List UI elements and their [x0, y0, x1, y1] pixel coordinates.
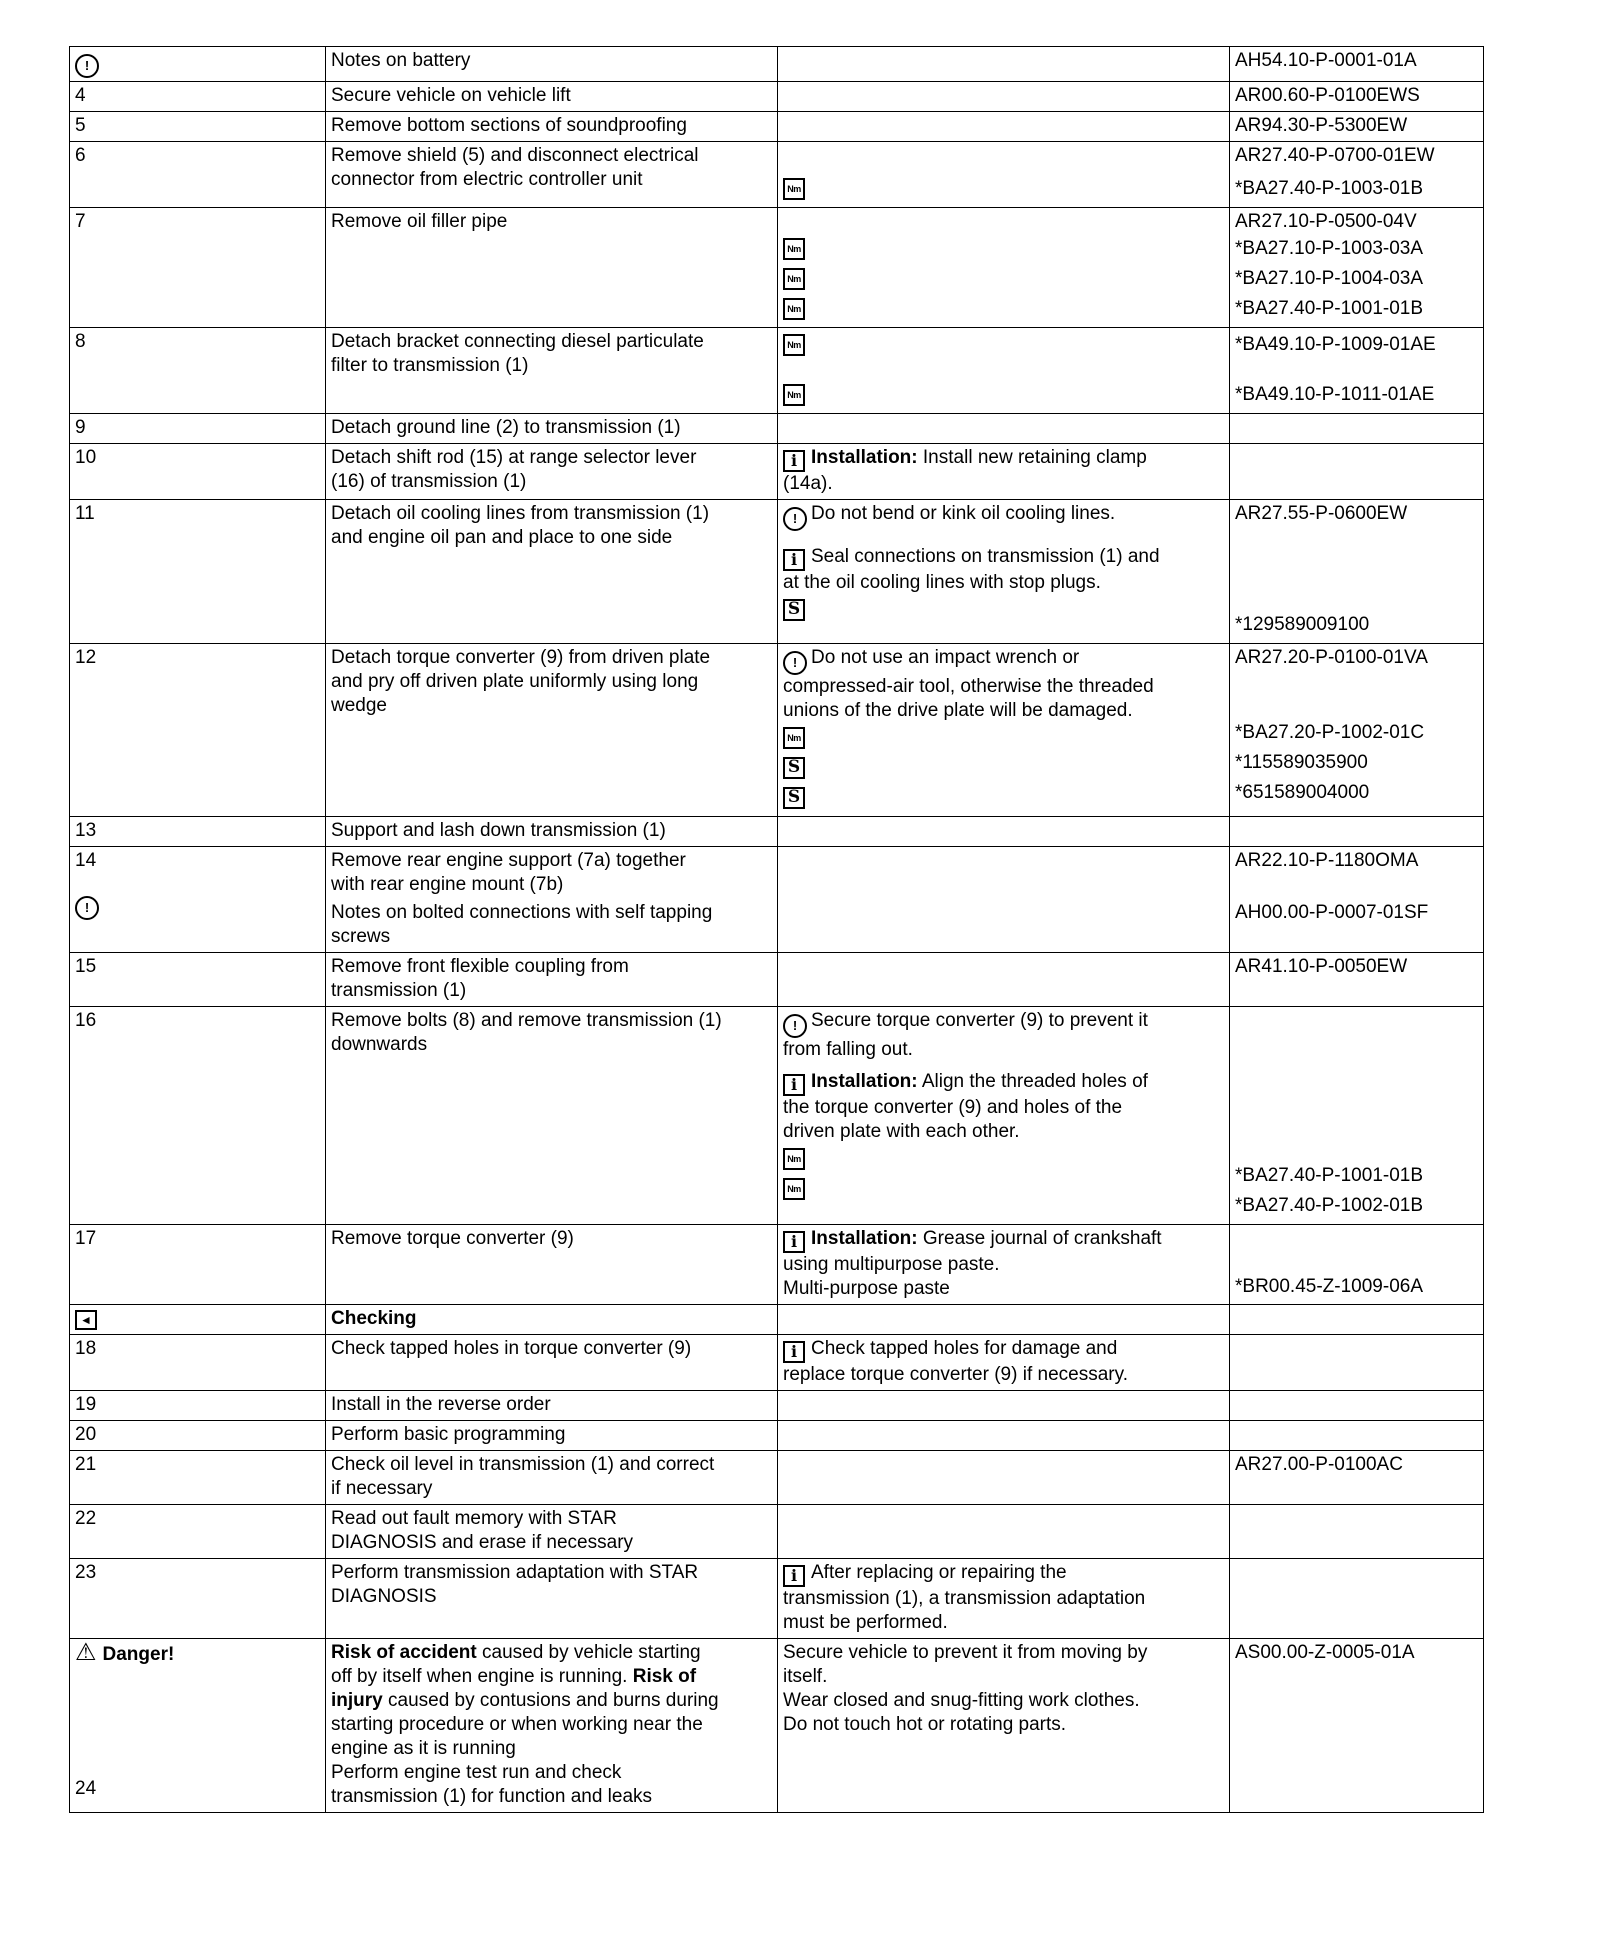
step-number: 5 [70, 112, 326, 142]
note-cell [778, 644, 1230, 817]
table-row [70, 1391, 1484, 1421]
note-cell [778, 1391, 1230, 1421]
note-cell [778, 1421, 1230, 1451]
action-text: DIAGNOSIS and erase if necessary [331, 1532, 634, 1553]
action-cell [326, 817, 778, 847]
note-text: from falling out. [783, 1039, 913, 1060]
action-text: Remove oil filler pipe [331, 211, 508, 232]
doc-ref-link[interactable]: AR27.55-P-0600EW [1235, 503, 1408, 524]
ref-cell [1230, 1225, 1484, 1305]
doc-ref-link[interactable]: *BA27.20-P-1002-01C [1235, 722, 1425, 743]
step-number: 19 [70, 1391, 326, 1421]
table-row [70, 847, 1484, 953]
action-text: Perform basic programming [331, 1424, 566, 1445]
notes-icon: ! [783, 507, 807, 531]
ref-cell [1230, 328, 1484, 414]
note-text: unions of the drive plate will be damaged. [783, 700, 1133, 721]
ref-cell [1230, 847, 1484, 953]
action-text: Notes on bolted connections with self tapping [331, 902, 713, 923]
doc-ref-link[interactable]: AR27.00-P-0100AC [1235, 1454, 1403, 1475]
ref-cell [1230, 414, 1484, 444]
action-text: transmission (1) [331, 980, 467, 1001]
notes-icon: ! [783, 651, 807, 675]
note-text: (14a). [783, 473, 833, 494]
ref-cell [1230, 47, 1484, 82]
info-icon[interactable]: i [783, 1074, 805, 1096]
note-cell [778, 208, 1230, 328]
action-text: Remove torque converter (9) [331, 1228, 574, 1249]
step-number: 24 [75, 1778, 97, 1799]
action-text: Remove shield (5) and disconnect electrical [331, 145, 699, 166]
note-cell [778, 328, 1230, 414]
note-text: at the oil cooling lines with stop plugs. [783, 572, 1101, 593]
action-text: transmission (1) for function and leaks [331, 1786, 653, 1807]
note-text: Do not touch hot or rotating parts. [783, 1714, 1067, 1735]
action-cell [326, 1421, 778, 1451]
ref-cell [1230, 644, 1484, 817]
note-text: Grease journal of crankshaft [922, 1228, 1162, 1249]
action-text: and engine oil pan and place to one side [331, 527, 673, 548]
info-icon[interactable]: i [783, 450, 805, 472]
info-icon[interactable]: i [783, 549, 805, 571]
ref-cell [1230, 1639, 1484, 1813]
table-row [70, 1305, 1484, 1335]
torque-spec-icon[interactable]: Nm [783, 334, 805, 356]
action-cell [326, 1451, 778, 1505]
doc-ref-link[interactable]: AR27.10-P-0500-04V [1235, 211, 1417, 232]
note-cell [778, 444, 1230, 500]
step-number: 8 [70, 328, 326, 414]
action-cell [326, 500, 778, 644]
ref-cell [1230, 1335, 1484, 1391]
notes-icon: ! [75, 54, 99, 78]
danger-text: off by itself when engine is running. [331, 1666, 633, 1687]
step-number: 17 [70, 1225, 326, 1305]
table-row [70, 644, 1484, 817]
note-cell [778, 1225, 1230, 1305]
torque-spec-icon[interactable]: Nm [783, 298, 805, 320]
step-number: 16 [70, 1007, 326, 1225]
note-text: compressed-air tool, otherwise the threaded [783, 676, 1154, 697]
note-text: Check tapped holes for damage and [811, 1338, 1118, 1359]
action-text: with rear engine mount (7b) [331, 874, 564, 895]
table-row [70, 112, 1484, 142]
table-row [70, 1225, 1484, 1305]
note-cell [778, 953, 1230, 1007]
action-cell [326, 953, 778, 1007]
torque-spec-icon[interactable]: Nm [783, 1178, 805, 1200]
installation-label: Installation: [811, 1071, 918, 1092]
action-text: Detach ground line (2) to transmission (1) [331, 417, 681, 438]
table-row [70, 414, 1484, 444]
doc-ref-link[interactable]: AR00.60-P-0100EWS [1235, 85, 1420, 106]
step-cell [70, 47, 326, 82]
table-row [70, 1451, 1484, 1505]
action-text: Check tapped holes in torque converter (9) [331, 1338, 692, 1359]
action-text: Notes on battery [331, 50, 471, 71]
note-text: Align the threaded holes of [921, 1071, 1148, 1092]
installation-label: Installation: [811, 1228, 918, 1249]
step-number: 9 [70, 414, 326, 444]
action-text: Detach shift rod (15) at range selector lever [331, 447, 697, 468]
section-heading: Checking [331, 1308, 417, 1329]
action-cell [326, 644, 778, 817]
action-text: downwards [331, 1034, 428, 1055]
note-cell [778, 112, 1230, 142]
table-row [70, 1505, 1484, 1559]
action-text: (16) of transmission (1) [331, 471, 527, 492]
action-text: if necessary [331, 1478, 433, 1499]
ref-cell [1230, 953, 1484, 1007]
note-cell [778, 1305, 1230, 1335]
doc-ref-link[interactable]: AR27.40-P-0700-01EW [1235, 145, 1435, 166]
action-cell [326, 1225, 778, 1305]
repair-procedure-table [69, 46, 1484, 1813]
action-cell [326, 414, 778, 444]
danger-text: caused by contusions and burns during [382, 1690, 719, 1711]
note-text: driven plate with each other. [783, 1121, 1020, 1142]
action-cell [326, 112, 778, 142]
action-text: Detach oil cooling lines from transmission (1) [331, 503, 710, 524]
doc-ref-link[interactable]: AR27.20-P-0100-01VA [1235, 647, 1428, 668]
action-cell [326, 1391, 778, 1421]
step-cell [70, 1305, 326, 1335]
ref-cell [1230, 1007, 1484, 1225]
action-text: Remove bottom sections of soundproofing [331, 115, 687, 136]
action-text: Remove front flexible coupling from [331, 956, 629, 977]
ref-cell [1230, 1305, 1484, 1335]
special-tool-icon[interactable]: S [783, 787, 805, 809]
ref-cell [1230, 1451, 1484, 1505]
table-row [70, 953, 1484, 1007]
note-cell [778, 1335, 1230, 1391]
doc-ref-link[interactable]: *BA27.40-P-1001-01B [1235, 298, 1424, 319]
doc-ref-link[interactable]: AR41.10-P-0050EW [1235, 956, 1408, 977]
action-text: filter to transmission (1) [331, 355, 529, 376]
torque-spec-icon[interactable]: Nm [783, 238, 805, 260]
step-number: 20 [70, 1421, 326, 1451]
table-row [70, 1335, 1484, 1391]
tool-ref-link[interactable]: *651589004000 [1235, 782, 1370, 803]
danger-title: injury [331, 1690, 383, 1711]
doc-ref-link[interactable]: AH54.10-P-0001-01A [1235, 50, 1417, 71]
note-cell [778, 1451, 1230, 1505]
step-number: 7 [70, 208, 326, 328]
action-text: wedge [331, 695, 387, 716]
step-number: 10 [70, 444, 326, 500]
table-row [70, 82, 1484, 112]
step-number: 22 [70, 1505, 326, 1559]
action-text: and pry off driven plate uniformly using long [331, 671, 699, 692]
back-arrow-icon: ◄ [75, 1310, 97, 1330]
ref-cell [1230, 208, 1484, 328]
action-text: Check oil level in transmission (1) and correct [331, 1454, 715, 1475]
info-icon[interactable]: i [783, 1231, 805, 1253]
note-text: replace torque converter (9) if necessary. [783, 1364, 1128, 1385]
action-cell [326, 1305, 778, 1335]
note-cell [778, 142, 1230, 208]
step-number: 13 [70, 817, 326, 847]
table-row [70, 1007, 1484, 1225]
table-row [70, 1559, 1484, 1639]
step-number: 12 [70, 644, 326, 817]
action-cell [326, 1007, 778, 1225]
action-text: Install in the reverse order [331, 1394, 551, 1415]
note-cell [778, 414, 1230, 444]
special-tool-icon[interactable]: S [783, 757, 805, 779]
step-number: 15 [70, 953, 326, 1007]
ref-cell [1230, 1559, 1484, 1639]
doc-ref-link[interactable]: *BA27.10-P-1004-03A [1235, 268, 1424, 289]
action-cell [326, 1559, 778, 1639]
info-icon[interactable]: i [783, 1341, 805, 1363]
action-cell [326, 142, 778, 208]
action-cell [326, 47, 778, 82]
step-number: 14 [75, 850, 97, 871]
action-cell [326, 847, 778, 953]
ref-cell [1230, 817, 1484, 847]
doc-ref-link[interactable]: AR94.30-P-5300EW [1235, 115, 1408, 136]
tool-ref-link[interactable]: *129589009100 [1235, 614, 1370, 635]
note-text: Seal connections on transmission (1) and [811, 546, 1160, 567]
note-text: Secure vehicle to prevent it from moving by [783, 1642, 1148, 1663]
warning-triangle-icon: ⚠ [75, 1639, 97, 1666]
step-cell [70, 1639, 326, 1813]
note-text: Wear closed and snug-fitting work clothes. [783, 1690, 1140, 1711]
ref-cell [1230, 500, 1484, 644]
action-cell [326, 444, 778, 500]
table-row [70, 500, 1484, 644]
note-text: using multipurpose paste. [783, 1254, 1000, 1275]
action-cell [326, 1335, 778, 1391]
torque-spec-icon[interactable]: Nm [783, 178, 805, 200]
action-text: Detach torque converter (9) from driven plate [331, 647, 711, 668]
ref-cell [1230, 1421, 1484, 1451]
installation-label: Installation: [811, 447, 918, 468]
note-text: must be performed. [783, 1612, 948, 1633]
doc-ref-link[interactable]: *BA27.40-P-1002-01B [1235, 1195, 1424, 1216]
note-cell [778, 82, 1230, 112]
action-cell [326, 82, 778, 112]
action-text: screws [331, 926, 391, 947]
note-text: Multi-purpose paste [783, 1278, 950, 1299]
doc-ref-link[interactable]: AR22.10-P-1180OMA [1235, 850, 1419, 871]
action-text: Perform transmission adaptation with STAR [331, 1562, 699, 1583]
notes-icon: ! [75, 896, 99, 920]
note-cell [778, 500, 1230, 644]
note-cell [778, 1639, 1230, 1813]
note-text: Do not use an impact wrench or [811, 647, 1080, 668]
action-text: Remove rear engine support (7a) together [331, 850, 686, 871]
action-cell [326, 1639, 778, 1813]
table-row [70, 1421, 1484, 1451]
step-number: 6 [70, 142, 326, 208]
ref-cell [1230, 82, 1484, 112]
note-cell [778, 847, 1230, 953]
danger-title: Risk of [632, 1666, 697, 1687]
note-cell [778, 1559, 1230, 1639]
ref-cell [1230, 1505, 1484, 1559]
step-number: 21 [70, 1451, 326, 1505]
action-text: Perform engine test run and check [331, 1762, 622, 1783]
danger-text: starting procedure or when working near the [331, 1714, 703, 1735]
note-text: itself. [783, 1666, 828, 1687]
step-number: 23 [70, 1559, 326, 1639]
step-cell [70, 847, 326, 953]
danger-title: Risk of accident [331, 1642, 477, 1663]
action-cell [326, 1505, 778, 1559]
doc-ref-link[interactable]: *BR00.45-Z-1009-06A [1235, 1276, 1423, 1297]
action-cell [326, 208, 778, 328]
note-cell [778, 47, 1230, 82]
note-text: After replacing or repairing the [811, 1562, 1067, 1583]
notes-icon: ! [783, 1014, 807, 1038]
action-text: Detach bracket connecting diesel particulate [331, 331, 704, 352]
note-text: Do not bend or kink oil cooling lines. [811, 503, 1116, 524]
action-text: connector from electric controller unit [331, 169, 643, 190]
table-row [70, 817, 1484, 847]
doc-ref-link[interactable]: *BA27.40-P-1003-01B [1235, 178, 1424, 199]
ref-cell [1230, 1391, 1484, 1421]
action-cell [326, 328, 778, 414]
table-row [70, 444, 1484, 500]
table-row [70, 1639, 1484, 1813]
doc-ref-link[interactable]: AH00.00-P-0007-01SF [1235, 902, 1429, 923]
note-text: transmission (1), a transmission adaptation [783, 1588, 1146, 1609]
action-text: Support and lash down transmission (1) [331, 820, 666, 841]
note-cell [778, 1007, 1230, 1225]
info-icon[interactable]: i [783, 1565, 805, 1587]
special-tool-icon[interactable]: S [783, 599, 805, 621]
danger-text: engine as it is running [331, 1738, 516, 1759]
ref-cell [1230, 142, 1484, 208]
danger-label: Danger! [102, 1644, 175, 1665]
doc-ref-link[interactable]: *BA49.10-P-1009-01AE [1235, 334, 1436, 355]
doc-ref-link[interactable]: AS00.00-Z-0005-01A [1235, 1642, 1415, 1663]
tool-ref-link[interactable]: *115589035900 [1235, 752, 1368, 773]
danger-text: caused by vehicle starting [476, 1642, 701, 1663]
step-number: 11 [70, 500, 326, 644]
action-text: Remove bolts (8) and remove transmission (1) [331, 1010, 722, 1031]
table-row [70, 328, 1484, 414]
step-number: 4 [70, 82, 326, 112]
action-text: Read out fault memory with STAR [331, 1508, 617, 1529]
doc-ref-link[interactable]: *BA27.10-P-1003-03A [1235, 238, 1424, 259]
note-text: Secure torque converter (9) to prevent it [811, 1010, 1148, 1031]
table-row [70, 47, 1484, 82]
torque-spec-icon[interactable]: Nm [783, 384, 805, 406]
ref-cell [1230, 112, 1484, 142]
doc-ref-link[interactable]: *BA49.10-P-1011-01AE [1235, 384, 1435, 405]
torque-spec-icon[interactable]: Nm [783, 268, 805, 290]
torque-spec-icon[interactable]: Nm [783, 1148, 805, 1170]
note-text: the torque converter (9) and holes of the [783, 1097, 1123, 1118]
torque-spec-icon[interactable]: Nm [783, 727, 805, 749]
table-row [70, 142, 1484, 208]
action-text: Secure vehicle on vehicle lift [331, 85, 571, 106]
doc-ref-link[interactable]: *BA27.40-P-1001-01B [1235, 1165, 1424, 1186]
note-cell [778, 817, 1230, 847]
ref-cell [1230, 444, 1484, 500]
note-cell [778, 1505, 1230, 1559]
step-number: 18 [70, 1335, 326, 1391]
table-row [70, 208, 1484, 328]
action-text: DIAGNOSIS [331, 1586, 437, 1607]
note-text: Install new retaining clamp [922, 447, 1147, 468]
